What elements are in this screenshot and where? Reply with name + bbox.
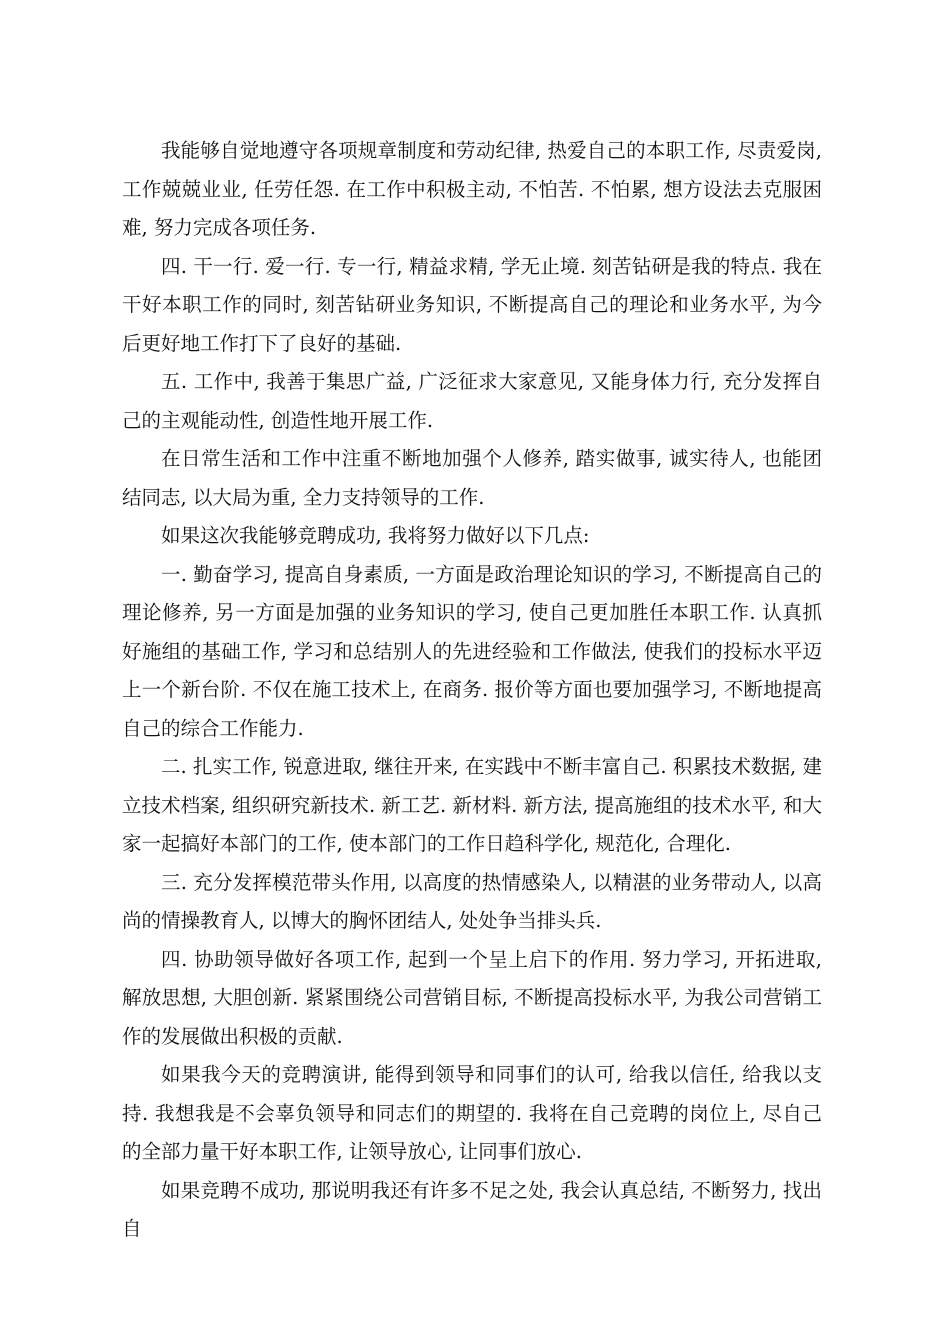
- paragraph-10: 如果我今天的竞聘演讲, 能得到领导和同事们的认可, 给我以信任, 给我以支持. 我想我是不会辜负领导和同志们的期望的. 我将在自己竞聘的岗位上, 尽自己的全部力量干好本职工作, 让领导放心, 让同事们放心.: [122, 1063, 822, 1163]
- paragraph-7: 二. 扎实工作, 锐意进取, 继往开来, 在实践中不断丰富自己. 积累技术数据, 建立技术档案, 组织研究新技术. 新工艺. 新材料. 新方法, 提高施组的技术水平, 和大家一起搞好本部门的工作, 使本部门的工作日趋科学化, 规范化, 合理化.: [122, 755, 822, 855]
- paragraph-5: 如果这次我能够竞聘成功, 我将努力做好以下几点:: [161, 524, 590, 547]
- paragraph-4: 在日常生活和工作中注重不断地加强个人修养, 踏实做事, 诚实待人, 也能团结同志, 以大局为重, 全力支持领导的工作.: [122, 447, 822, 509]
- paragraph-11: 如果竞聘不成功, 那说明我还有许多不足之处, 我会认真总结, 不断努力, 找出自: [122, 1178, 822, 1240]
- document-body: [122, 132, 822, 1249]
- paragraph-2: 四. 干一行. 爱一行. 专一行, 精益求精, 学无止境. 刻苦钻研是我的特点. 我在干好本职工作的同时, 刻苦钻研业务知识, 不断提高自己的理论和业务水平, 为今后更好地工作打下了良好的基础.: [122, 254, 822, 355]
- paragraph-1: 我能够自觉地遵守各项规章制度和劳动纪律, 热爱自己的本职工作, 尽责爱岗, 工作兢兢业业, 任劳任怨. 在工作中积极主动, 不怕苦. 不怕累, 想方设法去克服困难, 努力完成各项任务.: [122, 139, 822, 239]
- paragraph-9: 四. 协助领导做好各项工作, 起到一个呈上启下的作用. 努力学习, 开拓进取, 解放思想, 大胆创新. 紧紧围绕公司营销目标, 不断提高投标水平, 为我公司营销工作的发展做出积极的贡献.: [122, 947, 822, 1048]
- paragraph-6: 一. 勤奋学习, 提高自身素质, 一方面是政治理论知识的学习, 不断提高自己的理论修养, 另一方面是加强的业务知识的学习, 使自己更加胜任本职工作. 认真抓好施组的基础工作, 学习和总结别人的先进经验和工作做法, 使我们的投标水平迈上一个新台阶. 不仅在施工技术上, 在商务. 报价等方面也要加强学习, 不断地提高自己的综合工作能力.: [122, 562, 822, 740]
- paragraph-3: 五. 工作中, 我善于集思广益, 广泛征求大家意见, 又能身体力行, 充分发挥自己的主观能动性, 创造性地开展工作.: [122, 370, 822, 432]
- paragraph-8: 三. 充分发挥模范带头作用, 以高度的热情感染人, 以精湛的业务带动人, 以高尚的情操教育人, 以博大的胸怀团结人, 处处争当排头兵.: [122, 870, 822, 932]
